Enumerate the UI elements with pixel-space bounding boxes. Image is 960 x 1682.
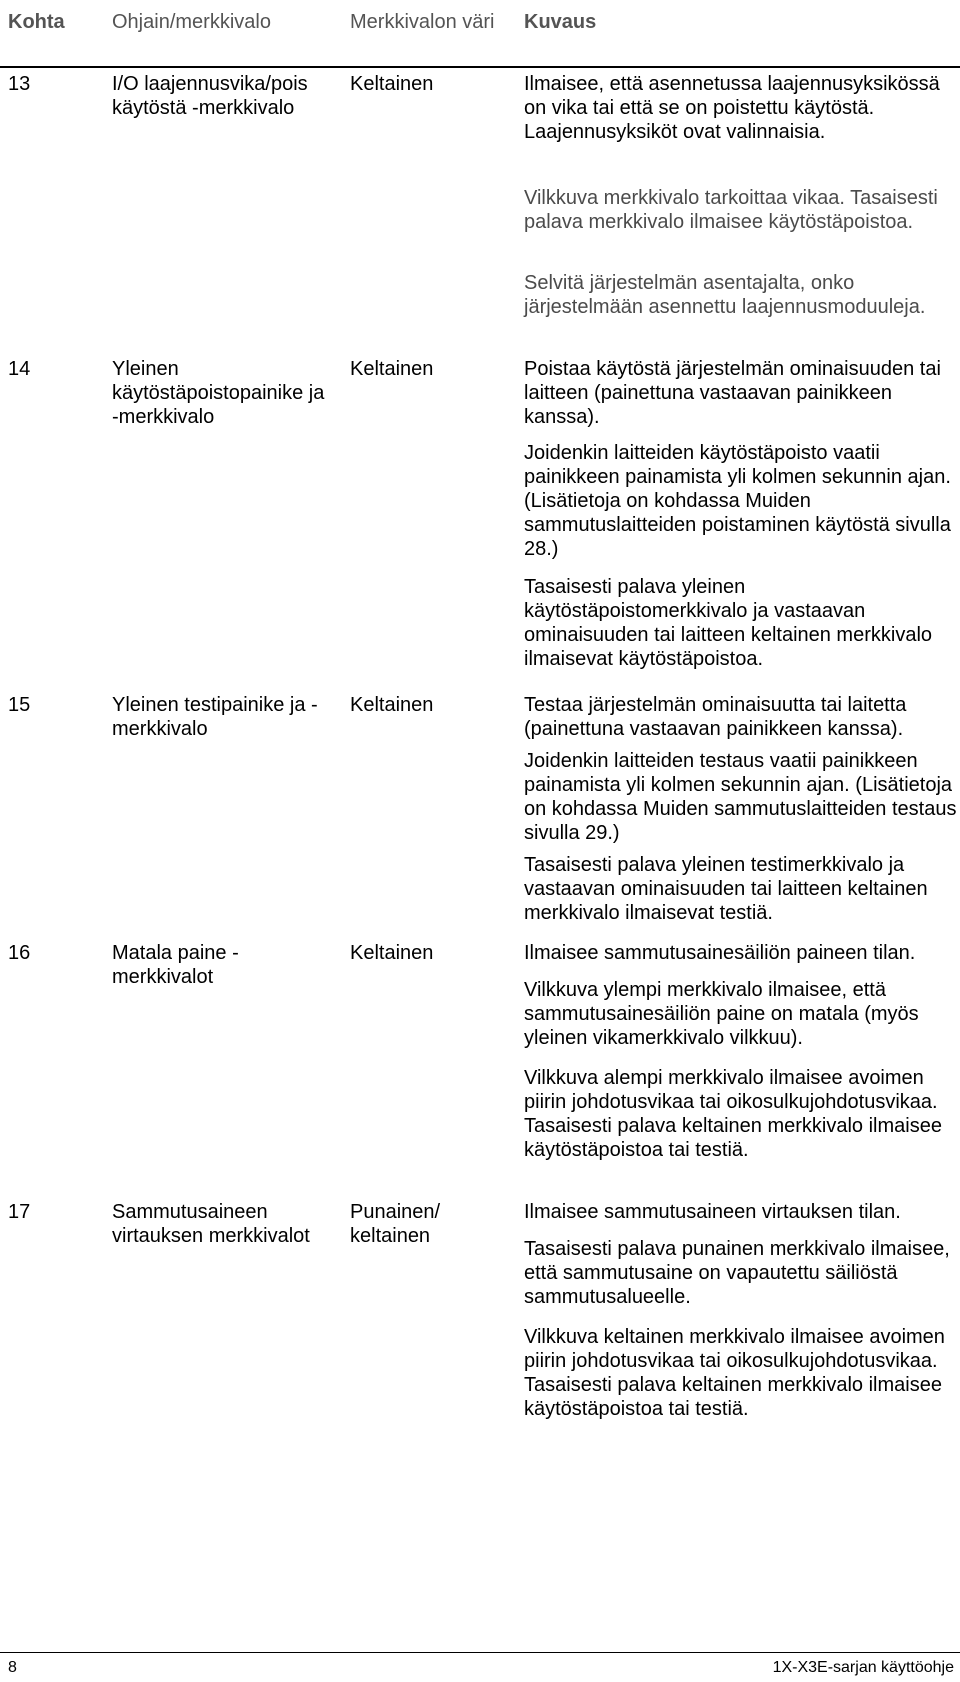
row-number: 16: [8, 942, 31, 964]
row-description-paragraph: Vilkkuva keltainen merkkivalo ilmaisee avoimen piirin johdotusvikaa tai oikosulkujohdotusvikaa. Tasaisesti palava keltainen merkkivalo ilmaisee käytöstäpoistoa tai testiä.: [524, 1326, 945, 1420]
row-led-color: Keltainen: [350, 942, 434, 964]
row-description-paragraph: Vilkkuva alempi merkkivalo ilmaisee avoimen piirin johdotusvikaa tai oikosulkujohdotusvikaa. Tasaisesti palava keltainen merkkivalo ilmaisee käytöstäpoistoa tai testiä.: [524, 1067, 942, 1161]
row-description-paragraph: Ilmaisee, että asennetussa laajennusyksikössä on vika tai että se on poistettu käytöstä. Laajennusyksiköt ovat valinnaisia.: [524, 73, 940, 143]
column-header-vari: Merkkivalon väri: [350, 11, 495, 33]
row-description-paragraph: Vilkkuva merkkivalo tarkoittaa vikaa. Tasaisesti palava merkkivalo ilmaisee käytöstäpoistoa.: [524, 187, 938, 233]
row-description-paragraph: Testaa järjestelmän ominaisuutta tai laitetta (painettuna vastaavan painikkeen kanssa).: [524, 694, 907, 740]
row-description-paragraph: Tasaisesti palava yleinen testimerkkivalo ja vastaavan ominaisuuden tai laitteen keltainen merkkivalo ilmaisevat testiä.: [524, 854, 928, 924]
row-control-name: Matala paine -merkkivalot: [112, 942, 239, 988]
column-header-kohta: Kohta: [8, 11, 65, 33]
document-title: 1X-X3E-sarjan käyttöohje: [772, 1659, 954, 1676]
row-description-paragraph: Ilmaisee sammutusaineen virtauksen tilan.: [524, 1201, 901, 1223]
row-description-paragraph: Ilmaisee sammutusainesäiliön paineen tilan.: [524, 942, 916, 964]
row-number: 13: [8, 73, 31, 95]
header-divider: [0, 66, 960, 68]
row-description-paragraph: Tasaisesti palava yleinen käytöstäpoistomerkkivalo ja vastaavan ominaisuuden tai laitteen keltainen merkkivalo ilmaisevat käytöstäpoistoa.: [524, 576, 933, 670]
footer-divider: [0, 1652, 960, 1653]
row-control-name: Sammutusaineen virtauksen merkkivalot: [112, 1201, 310, 1247]
column-header-ohjain: Ohjain/merkkivalo: [112, 11, 271, 33]
row-control-name: I/O laajennusvika/pois käytöstä -merkkivalo: [112, 73, 308, 119]
row-led-color: Keltainen: [350, 358, 434, 380]
row-description-paragraph: Vilkkuva ylempi merkkivalo ilmaisee, että sammutusainesäiliön paine on matala (myös yleinen vikamerkkivalo vilkkuu).: [524, 979, 919, 1049]
table-header: [0, 0, 960, 66]
row-number: 14: [8, 358, 31, 380]
row-led-color: Punainen/ keltainen: [350, 1201, 441, 1247]
row-number: 15: [8, 694, 31, 716]
row-description-paragraph: Joidenkin laitteiden testaus vaatii painikkeen painamista yli kolmen sekunnin ajan. (Lisätietoja on kohdassa Muiden sammutuslaitteiden testaus sivulla 29.): [524, 750, 957, 844]
row-description-paragraph: Poistaa käytöstä järjestelmän ominaisuuden tai laitteen (painettuna vastaavan painikkeen kanssa).: [524, 358, 941, 428]
row-control-name: Yleinen testipainike ja -merkkivalo: [112, 694, 318, 740]
row-led-color: Keltainen: [350, 694, 434, 716]
row-number: 17: [8, 1201, 31, 1223]
page-number: 8: [8, 1659, 17, 1676]
row-description-paragraph: Tasaisesti palava punainen merkkivalo ilmaisee, että sammutusaine on vapautettu säiliöstä sammutusalueelle.: [524, 1238, 950, 1308]
row-description-paragraph: Selvitä järjestelmän asentajalta, onko järjestelmään asennettu laajennusmoduuleja.: [524, 272, 926, 318]
row-description-paragraph: Joidenkin laitteiden käytöstäpoisto vaatii painikkeen painamista yli kolmen sekunnin ajan. (Lisätietoja on kohdassa Muiden sammutuslaitteiden poistaminen käytöstä sivulla 28.): [524, 442, 951, 560]
row-control-name: Yleinen käytöstäpoistopainike ja -merkkivalo: [112, 358, 325, 428]
row-led-color: Keltainen: [350, 73, 434, 95]
column-header-kuvaus: Kuvaus: [524, 11, 597, 33]
